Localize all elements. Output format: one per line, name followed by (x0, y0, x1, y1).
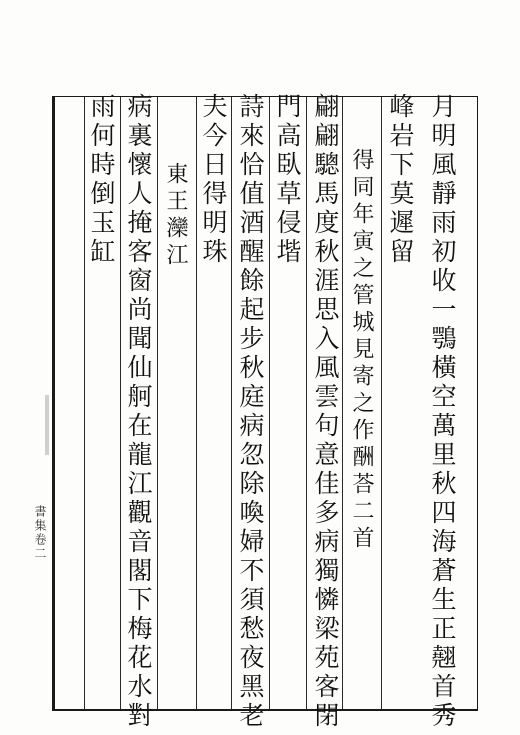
text-column-2: 峰岩下莫遲留 (386, 93, 415, 267)
text-column-7: 夫今日得明珠 (199, 93, 228, 267)
text-column-8: 東王灤江 (163, 162, 188, 270)
column-rule (231, 97, 232, 709)
text-column-10: 雨何時倒玉缸 (87, 93, 116, 267)
column-rule (269, 97, 270, 709)
text-column-3: 得同年寅之管城見寄之作酬荅二首 (349, 148, 374, 553)
text-column-4: 翩翩驄馬度秋涯思入風雲句意佳多病獨憐梁苑客閉 (311, 93, 340, 731)
column-rule (196, 97, 197, 709)
text-column-9: 病裏懷人掩客窗尚聞仙舸在龍江觀音閣下梅花水對 (124, 93, 153, 731)
text-column-5: 門高臥草侵堦 (273, 93, 302, 267)
text-column-1: 月明風靜雨初收一鶚橫空萬里秋四海蒼生正翹首秀 (428, 93, 457, 731)
fold-edge (45, 395, 49, 455)
column-rule (157, 97, 158, 709)
margin-book-title: 書集卷二 (33, 505, 47, 561)
text-column-6: 詩來恰值酒醒餘起步秋庭病忽除喚婦不須愁夜黑老 (236, 93, 265, 731)
column-rule (84, 97, 85, 709)
column-rule (381, 97, 382, 709)
column-rule (120, 97, 121, 709)
column-rule (306, 97, 307, 709)
column-rule (342, 97, 343, 709)
